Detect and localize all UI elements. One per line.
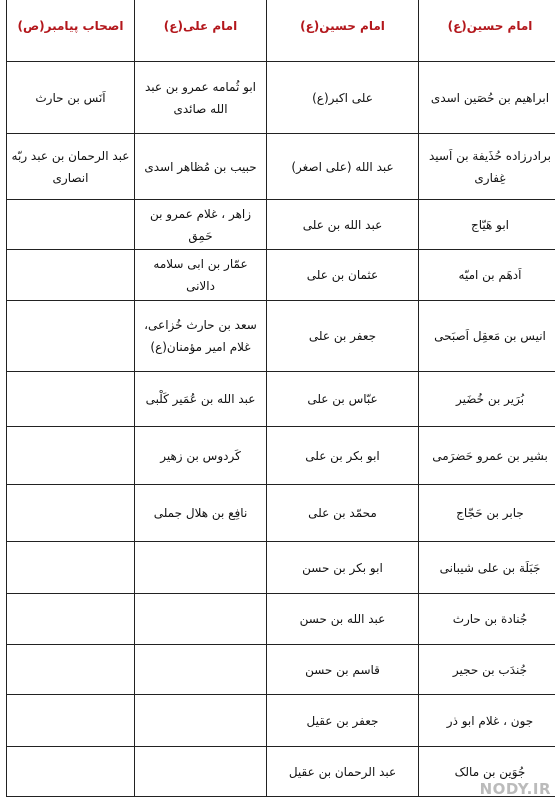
- table-row: [7, 250, 555, 301]
- table-cell: عبد الله بن عُمَیر کَلْبی: [135, 372, 267, 427]
- table-row: [7, 200, 555, 250]
- header-cell: امام حسین(ع): [267, 0, 419, 62]
- table-cell: اَنَس بن حارث: [7, 62, 135, 134]
- table-body: [7, 62, 555, 797]
- table-cell: [7, 645, 135, 695]
- table-cell: جُوَین بن مالک: [419, 747, 555, 797]
- table-cell: جعفر بن علی: [267, 301, 419, 372]
- table-cell: محمّد بن علی: [267, 485, 419, 542]
- table-cell: عثمان بن علی: [267, 250, 419, 301]
- table-row: [7, 372, 555, 427]
- table-cell: ابو بکر بن حسن: [267, 542, 419, 594]
- table-cell: جون ، غلام ابو ذر: [419, 695, 555, 747]
- table-row: [7, 695, 555, 747]
- table-cell: جابر بن حَجّاج: [419, 485, 555, 542]
- table-cell: جعفر بن عقیل: [267, 695, 419, 747]
- table-cell: [135, 645, 267, 695]
- table-cell: اَدهَم بن امیّه: [419, 250, 555, 301]
- table-cell: [7, 427, 135, 485]
- table-cell: نافِع بن هلال جملی: [135, 485, 267, 542]
- companions-table: [6, 0, 555, 797]
- site-watermark: NODY.IR: [479, 780, 551, 798]
- table-cell: ابو هَیّاج: [419, 200, 555, 250]
- table-row: [7, 594, 555, 645]
- table-header-row: [7, 0, 555, 62]
- table-cell: عبد الله بن حسن: [267, 594, 419, 645]
- table-cell: کَردوس بن زهیر: [135, 427, 267, 485]
- table-cell: قاسم بن حسن: [267, 645, 419, 695]
- table-cell: [7, 695, 135, 747]
- table-cell: جَبَلَة بن علی شیبانی: [419, 542, 555, 594]
- table-row: [7, 301, 555, 372]
- table-row: [7, 542, 555, 594]
- header-cell: اصحاب پیامبر(ص): [7, 0, 135, 62]
- table-cell: جُندَب بن حجیر: [419, 645, 555, 695]
- table-cell: بشیر بن عمرو حَضرَمی: [419, 427, 555, 485]
- table-row: [7, 645, 555, 695]
- table-cell: زاهر ، غلام عمرو بن حَمِق: [135, 200, 267, 250]
- table-cell: عمّار بن ابی سلامه دالانی: [135, 250, 267, 301]
- table-cell: برادرزاده حُذَیفة بن اَسید غِفاری: [419, 134, 555, 200]
- table-cell: حبیب بن مُظاهر اسدی: [135, 134, 267, 200]
- header-cell: امام حسین(ع): [419, 0, 555, 62]
- table-row: [7, 62, 555, 134]
- table-row: [7, 485, 555, 542]
- table-cell: [135, 594, 267, 645]
- table-cell: ابو ثُمامه عمرو بن عبد الله صائدی: [135, 62, 267, 134]
- table-cell: علی اکبر(ع): [267, 62, 419, 134]
- table-cell: [7, 747, 135, 797]
- table-row: [7, 134, 555, 200]
- table-cell: [7, 250, 135, 301]
- table-row: [7, 747, 555, 797]
- table-cell: بُرَیر بن خُضَیر: [419, 372, 555, 427]
- table-cell: [7, 372, 135, 427]
- table-cell: عبد الله (علی اصغر): [267, 134, 419, 200]
- table-cell: عبد الرحمان بن عقیل: [267, 747, 419, 797]
- table-cell: [135, 542, 267, 594]
- table-cell: سعد بن حارث خُزاعی، غلام امیر مؤمنان(ع): [135, 301, 267, 372]
- table-cell: عبد الرحمان بن عبد ربّه انصاری: [7, 134, 135, 200]
- table-cell: [135, 747, 267, 797]
- table-row: [7, 427, 555, 485]
- table-cell: انیس بن مَعقِل اَصبَحی: [419, 301, 555, 372]
- table-cell: [7, 485, 135, 542]
- table-cell: عبّاس بن علی: [267, 372, 419, 427]
- table-cell: [7, 594, 135, 645]
- table-cell: ابو بکر بن علی: [267, 427, 419, 485]
- table-cell: [7, 200, 135, 250]
- table-cell: جُنادة بن حارث: [419, 594, 555, 645]
- header-cell: امام علی(ع): [135, 0, 267, 62]
- table-cell: [135, 695, 267, 747]
- table-cell: [7, 542, 135, 594]
- table-cell: [7, 301, 135, 372]
- table-cell: ابراهیم بن حُصَین اسدی: [419, 62, 555, 134]
- table-cell: عبد الله بن علی: [267, 200, 419, 250]
